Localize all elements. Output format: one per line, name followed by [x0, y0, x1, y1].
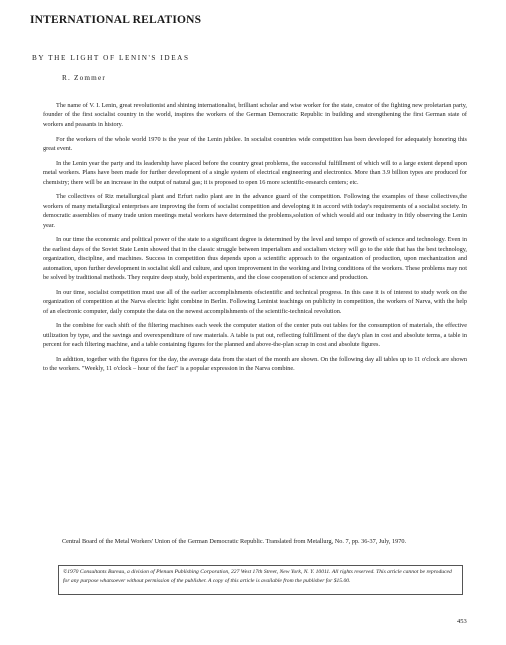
body-paragraph: In addition, together with the figures for the day, the average data from the start of the month are shown. On the following day all tables up to 11 o'clock are shown to the workers. "Weekly, 11 o'clock – hour of the fact" is a popular expression in the Narva combine.: [43, 356, 467, 373]
body-paragraph: In our time, socialist competition must use all of the earlier accomplishments ofscientific and technical progress. In this case it is of interest to study work on the organization of competition at the Narva electric light combine in Berlin. Following Leninist teachings on publicity in competition, the workers of Narva, with the help of an electronic computer, daily compute the data on the newest accomplishments of the scientific-technical revolution.: [43, 288, 467, 315]
body-paragraph: In our time the economic and political power of the state to a significant degree is determined by the level and tempo of growth of science and technology. Even in the earliest days of the Soviet State Lenin showed that in the classic struggle between imperialism and socialism victory will go to the side that has the best technology, organization, discipline, and machines. Success in competition thus depends upon a scientific approach to the organization of production, upon mechanization and automation, upon further development in socialist skill and culture, and upon improvement in the working and living conditions of the workers. These problems may not be solved by traditional methods. They require deep study, bold experiments, and the close cooperation of science and production.: [43, 236, 467, 282]
section-title: INTERNATIONAL RELATIONS: [30, 14, 202, 26]
body-paragraph: In the combine for each shift of the filtering machines each week the computer station of the center puts out tables for the consumption of materials, the effective utilization by type, and the savings and overexpenditure of raw materials. A table is put out, reflecting fulfillment of the day's plan in cost and absolute terms, a table in percent for each filtering machine, and a table containing figures for the planned and above-the-plan scrap in cost and absolute figures.: [43, 322, 467, 349]
author-name: R. Zommer: [62, 74, 106, 82]
body-paragraph: For the workers of the whole world 1970 is the year of the Lenin jubilee. In socialist countries wide competition has been developed for adequately honoring this great event.: [43, 135, 467, 153]
body-paragraph: The name of V. I. Lenin, great revolutionist and shining internationalist, brilliant scholar and wise worker for the state, creator of the fighting new proletarian party, founder of the first socialist country in the world, inspires the workers of the German Democratic Republic in building and strengthening the first German state of workers and peasants in history.: [43, 102, 467, 128]
article-title: BY THE LIGHT OF LENIN'S IDEAS: [32, 54, 190, 62]
body-paragraph: In the Lenin year the party and its leadership have placed before the country great problems, the successful fulfillment of which will to a large extent depend upon metal workers. Plans have been made for further development of a single system of electrical engineering and electronics. More than 3.9 billion types are produced for chemistry; there will be an increase in the output of natural gas; it is proposed to open 16 more scientific-research centers; etc.: [43, 159, 467, 186]
source-note: Central Board of the Metal Workers' Union of the German Democratic Republic. Translated from Metallurg, No. 7, pp. 36-37, July, 1970.: [62, 538, 407, 545]
page-number: 453: [457, 618, 467, 625]
copyright-box: ©1970 Consultants Bureau, a division of Plenum Publishing Corporation, 227 West 17th Street, New York, N. Y. 10011. All rights reserved. This article cannot be reproduced for any purpose whatsoever without permission of the publisher. A copy of this article is available from the publisher for $15.00.: [58, 565, 463, 595]
article-body: [43, 101, 467, 379]
body-paragraph: The collectives of Riz metallurgical plant and Erfurt radio plant are in the advance guard of the competition. Following the examples of these collectives,the workers of many metallurgical enterprises are improving the form of socialist competition and developing it in accord with today's requirements of a socialist society. In democratic assemblies of many trade union meetings metal workers have determined the problems,solution of which would aid our industry in fitly observing the Lenin year.: [43, 193, 467, 229]
